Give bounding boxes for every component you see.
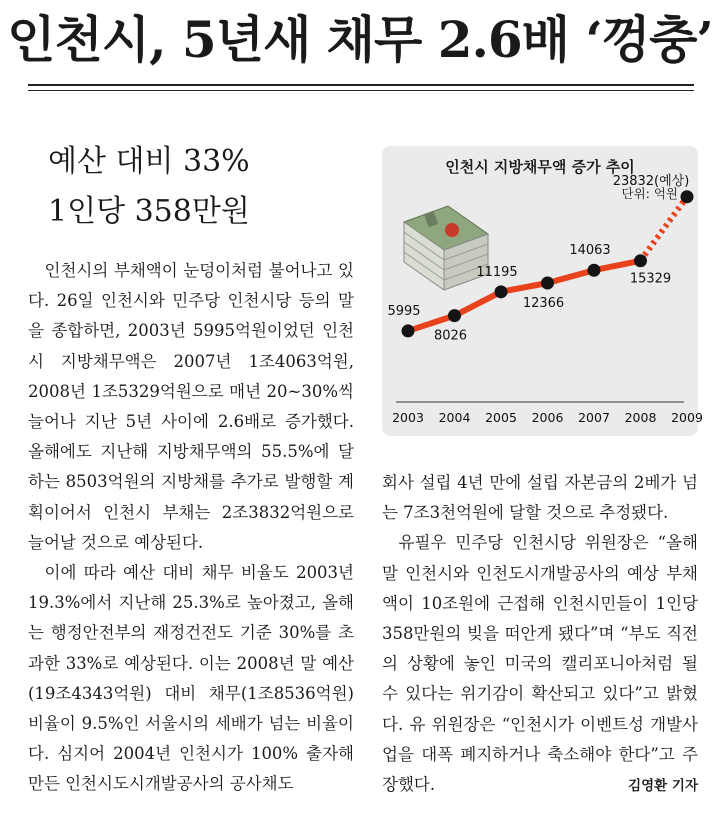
debt-chart <box>382 146 703 436</box>
chart-title: 인천시 지방채무액 증가 추이 <box>445 158 635 176</box>
x-tick-2005: 2005 <box>485 410 517 425</box>
data-point-2008 <box>634 254 647 267</box>
x-tick-2004: 2004 <box>438 410 471 425</box>
data-label-2009: 23832(예상) <box>612 173 690 189</box>
data-label-2007: 14063 <box>569 243 611 259</box>
data-label-2004: 8026 <box>433 328 468 344</box>
x-tick-2008: 2008 <box>624 410 657 425</box>
data-label-2005: 11195 <box>476 264 518 280</box>
headline: 인천시, 5년새 채무 2.6배 ‘껑충’ <box>7 10 713 69</box>
data-label-2006: 12366 <box>522 296 565 312</box>
subhead-budget-ratio: 예산 대비 33% <box>48 144 250 179</box>
headline-rule-bottom <box>28 90 694 91</box>
data-point-2003 <box>402 324 415 337</box>
article-column-left <box>28 256 354 800</box>
chart-unit: 단위: 억원 <box>621 186 678 201</box>
paragraph: 유필우 민주당 인천시당 위원장은 “올해 말 인천시와 인천도시개발공사의 예상 부채액이 10조원에 근접해 인천시민들이 1인당 358만원의 빚을 떠안게 됐다”며 “부도 직전의 상황에 놓인 미국의 캘리포니아처럼 될 수 있다는 위기감이 확산되고 있다”고 밝혔다. 유 위원장은 “인천시가 이벤트성 개발사업을 대폭 폐지하거나 축소해야 한다”고 주장했다. <box>382 533 698 795</box>
x-tick-2009: 2009 <box>671 410 703 425</box>
x-tick-2006: 2006 <box>531 410 564 425</box>
paragraph: 회사 설립 4년 만에 설립 자본금의 2베가 넘는 7조3천억원에 달할 것으로 추정됐다. <box>382 473 698 523</box>
data-label-2008: 15329 <box>629 271 672 287</box>
series-line-projected <box>641 197 688 261</box>
paragraph: 이에 따라 예산 대비 채무 비율도 2003년 19.3%에서 지난해 25.3%로 높아졌고, 올해는 행정안전부의 재정건전도 기준 30%를 초과한 33%로 예상된다. 이는 2008년 말 예산(19조4343억원) 대비 채무(1조8536억원) 비율이 9.5%인 서울시의 세배가 넘는 비율이다. 심지어 2004년 인천시가 100% 출자해 만든 인천시도시개발공사의 공사채도 <box>28 563 354 794</box>
byline: 김영환 기자 <box>628 778 698 795</box>
paragraph: 인천시의 부채액이 눈덩이처럼 불어나고 있다. 26일 인천시와 민주당 인천시당 등의 말을 종합하면, 2003년 5995억원이었던 인천시 지방채무액은 2007년 1조4063억원, 2008년 1조5329억원으로 매년 20~30%씩 늘어나 지난 5년 사이에 2.6배로 증가했다. 올해에도 지난해 지방채무액의 55.5%에 달하는 8503억원의 지방채를 추가로 발행할 계획이어서 인천시 부채는 2조3832억원으로 늘어날 것으로 예상된다. <box>28 261 354 552</box>
data-point-2004 <box>448 309 461 322</box>
data-point-2007 <box>588 264 601 277</box>
x-tick-2007: 2007 <box>578 410 610 425</box>
data-label-2003: 5995 <box>387 303 421 319</box>
data-point-2005 <box>495 285 508 298</box>
headline-rule-top <box>28 84 694 86</box>
x-tick-2003: 2003 <box>392 410 424 425</box>
data-point-2009 <box>681 190 694 203</box>
article-column-right <box>382 468 698 801</box>
subhead-per-capita: 1인당 358만원 <box>48 194 250 229</box>
chart-plot <box>382 146 703 436</box>
data-point-2006 <box>541 277 554 290</box>
